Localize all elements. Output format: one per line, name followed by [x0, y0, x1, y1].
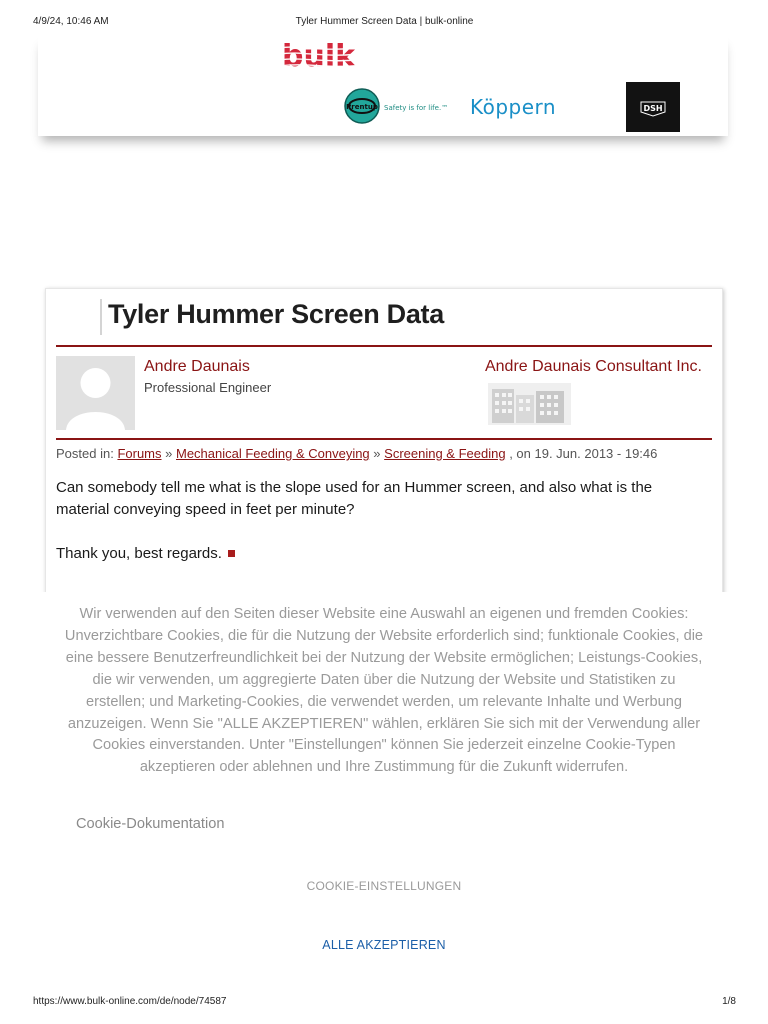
divider: [56, 345, 712, 347]
post-paragraph-closing: [56, 543, 706, 565]
post-body: [56, 477, 706, 587]
bulk-logo[interactable]: [280, 40, 372, 72]
bulk-logo-text: bulk: [282, 40, 356, 72]
koppern-logo: [470, 92, 582, 122]
sponsor-prentup[interactable]: [344, 86, 454, 126]
print-header: [33, 16, 736, 30]
author-role: Professional Engineer: [144, 380, 272, 395]
breadcrumb-separator: »: [165, 446, 173, 461]
prentup-tagline: Safety is for life.™: [384, 104, 449, 112]
breadcrumb-screening-feeding[interactable]: Screening & Feeding: [384, 446, 506, 461]
print-footer: [33, 996, 736, 1010]
prentup-logo: [344, 86, 454, 126]
page-title: Tyler Hummer Screen Data: [108, 299, 444, 329]
dsh-name: DSH: [643, 104, 663, 113]
user-placeholder-icon: [56, 356, 135, 430]
top-banner: [38, 34, 728, 136]
breadcrumb-forums[interactable]: Forums: [117, 446, 162, 461]
post-paragraph: Can somebody tell me what is the slope used for an Hummer screen, and also what is the material conveying speed in feet per minute?: [56, 479, 653, 518]
end-mark-icon: [228, 550, 235, 557]
sponsor-koppern[interactable]: [470, 92, 582, 122]
dsh-logo: [626, 82, 680, 132]
print-url: https://www.bulk-online.com/de/node/74587: [33, 996, 227, 1007]
meta-prefix: Posted in:: [56, 446, 114, 461]
post-date: , on 19. Jun. 2013 - 19:46: [509, 446, 658, 461]
company-name[interactable]: Andre Daunais Consultant Inc.: [484, 358, 702, 375]
cookie-banner: [0, 592, 768, 988]
print-doc-title: Tyler Hummer Screen Data | bulk-online: [295, 16, 474, 27]
post-meta: [56, 446, 657, 461]
author-name[interactable]: Andre Daunais: [144, 358, 250, 375]
avatar[interactable]: [56, 356, 135, 430]
breadcrumb-separator: »: [373, 446, 381, 461]
article-card: [45, 288, 723, 598]
cookie-settings-button[interactable]: COOKIE-EINSTELLUNGEN: [306, 879, 462, 893]
cookie-documentation-link[interactable]: Cookie-Dokumentation: [76, 816, 225, 832]
breadcrumb-mechanical-feeding[interactable]: Mechanical Feeding & Conveying: [176, 446, 370, 461]
title-accent-bar: [100, 299, 102, 335]
divider: [56, 438, 712, 440]
prentup-name: Prentup: [346, 103, 378, 111]
cookie-text: Wir verwenden auf den Seiten dieser Website eine Auswahl an eigenen und fremden Cookies: Unverzichtbare Cookies, die für die Nutzung der Website erforderlich sind; funktionale Cookies, die eine bessere Benutzerfreundlichkeit bei der Nutzung der Website ermöglichen; Leistungs-Cookies, die wir verwenden, um aggregierte Daten über die Nutzung der Website und Statistiken zu erstellen; und Marketing-Cookies, die verwendet werden, um relevante Inhalte und Werbung anzuzeigen. Wenn Sie "ALLE AKZEPTIEREN" wählen, erklären Sie sich mit der Verwendung aller Cookies einverstanden. Unter "Einstellungen" können Sie jederzeit einzelne Cookie-Typen akzeptieren oder ablehnen und Ihre Zustimmung für die Zukunft widerrufen.: [64, 606, 704, 776]
print-page-number: 1/8: [722, 996, 736, 1007]
koppern-name: Köppern: [470, 95, 557, 119]
post-paragraph: Thank you, best regards.: [56, 545, 222, 562]
print-datetime: 4/9/24, 10:46 AM: [33, 16, 109, 27]
company-logo[interactable]: [488, 383, 571, 425]
sponsor-dsh[interactable]: [626, 82, 680, 132]
building-icon: [488, 383, 571, 425]
accept-all-button[interactable]: ALLE AKZEPTIEREN: [322, 938, 446, 952]
